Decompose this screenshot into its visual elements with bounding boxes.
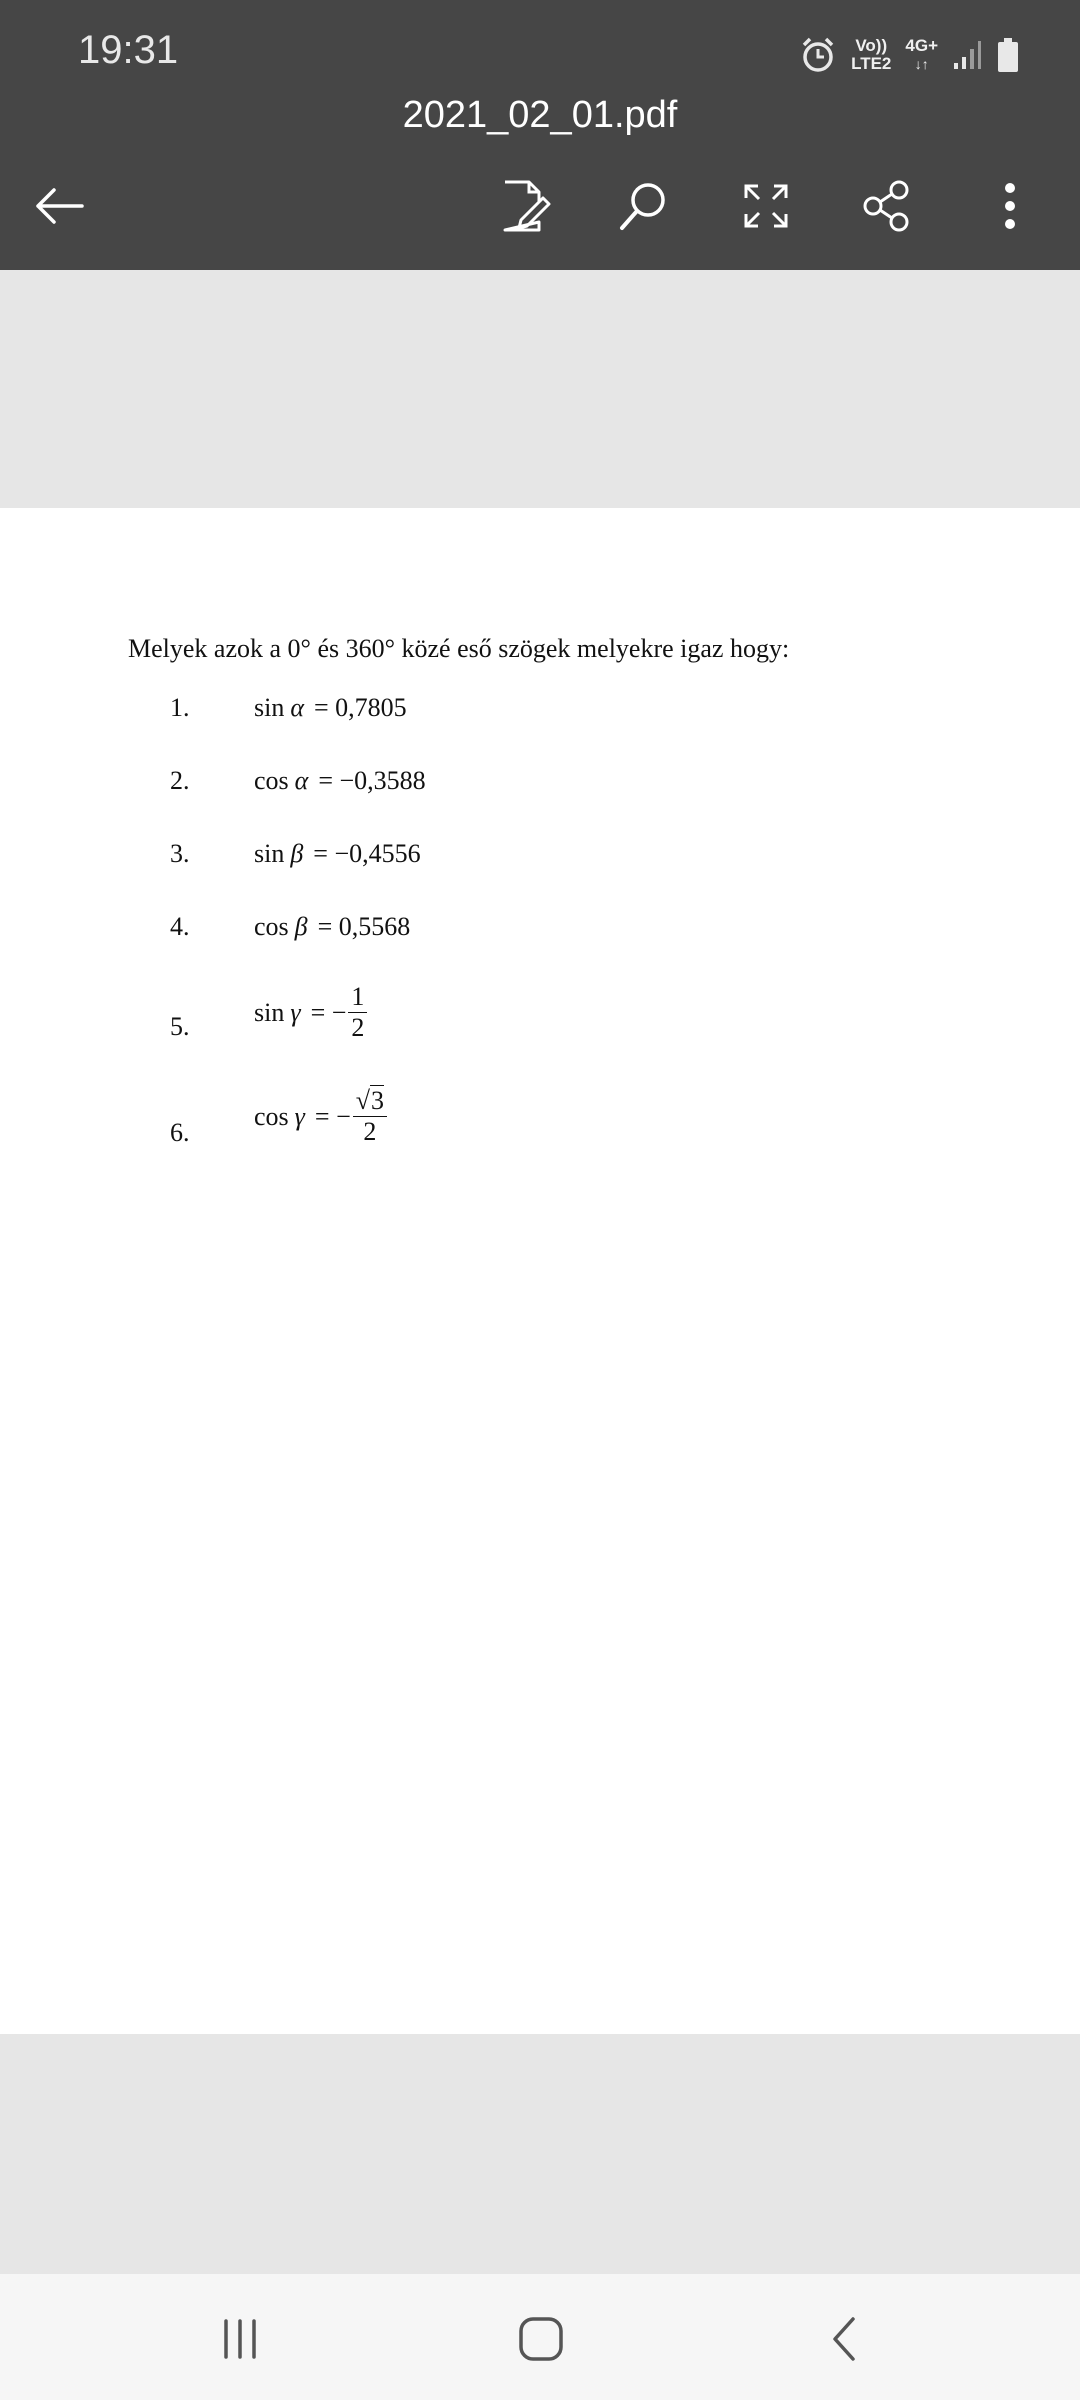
home-icon[interactable]	[496, 2294, 586, 2384]
battery-icon	[996, 37, 1020, 73]
item-number: 3.	[170, 839, 190, 868]
fraction: $\frac{√3}{2}$	[353, 1086, 387, 1147]
equation: cos β = 0,5568	[254, 912, 411, 941]
document-title: 2021_02_01.pdf	[402, 94, 678, 136]
edit-document-icon[interactable]	[489, 170, 561, 242]
equation: sin γ = − $\frac{1}{2}$	[254, 982, 367, 1043]
equation: sin α = 0,7805	[254, 693, 407, 722]
status-icons	[799, 30, 1020, 80]
equation: cos γ = − $\frac{√3}{2}$	[254, 1086, 387, 1147]
status-time: 19:31	[78, 28, 179, 72]
equation: sin β = −0,4556	[254, 839, 421, 868]
radicand: 3	[371, 1086, 385, 1115]
equation: cos α = −0,3588	[254, 766, 426, 795]
alarm-icon	[799, 36, 837, 74]
data-arrows-icon: ↓↑	[914, 56, 929, 72]
pdf-page[interactable]	[0, 508, 1080, 2034]
network-indicator: 4G+ ↓↑	[905, 36, 938, 72]
search-icon[interactable]	[608, 170, 680, 242]
more-vert-icon[interactable]	[974, 170, 1046, 242]
item-number: 5.	[170, 1012, 190, 1041]
page-gap-top	[0, 270, 1080, 508]
item-number: 4.	[170, 912, 190, 941]
item-number: 2.	[170, 766, 190, 795]
app-bar	[0, 0, 1080, 270]
signal-icon	[952, 39, 982, 71]
page-gap-bottom	[0, 2034, 1080, 2274]
back-arrow-icon[interactable]	[24, 170, 96, 242]
item-number: 6.	[170, 1118, 190, 1147]
share-icon[interactable]	[851, 170, 923, 242]
volte-indicator: Vo)) LTE2	[851, 36, 892, 73]
intro-text: Melyek azok a 0° és 360° közé eső szögek melyekre igaz hogy:	[128, 634, 790, 663]
item-number: 1.	[170, 693, 190, 722]
fraction: $\frac{1}{2}$	[348, 982, 367, 1043]
recents-icon[interactable]	[195, 2294, 285, 2384]
back-icon[interactable]	[800, 2294, 890, 2384]
navigation-bar	[0, 2274, 1080, 2400]
fullscreen-icon[interactable]	[730, 170, 802, 242]
